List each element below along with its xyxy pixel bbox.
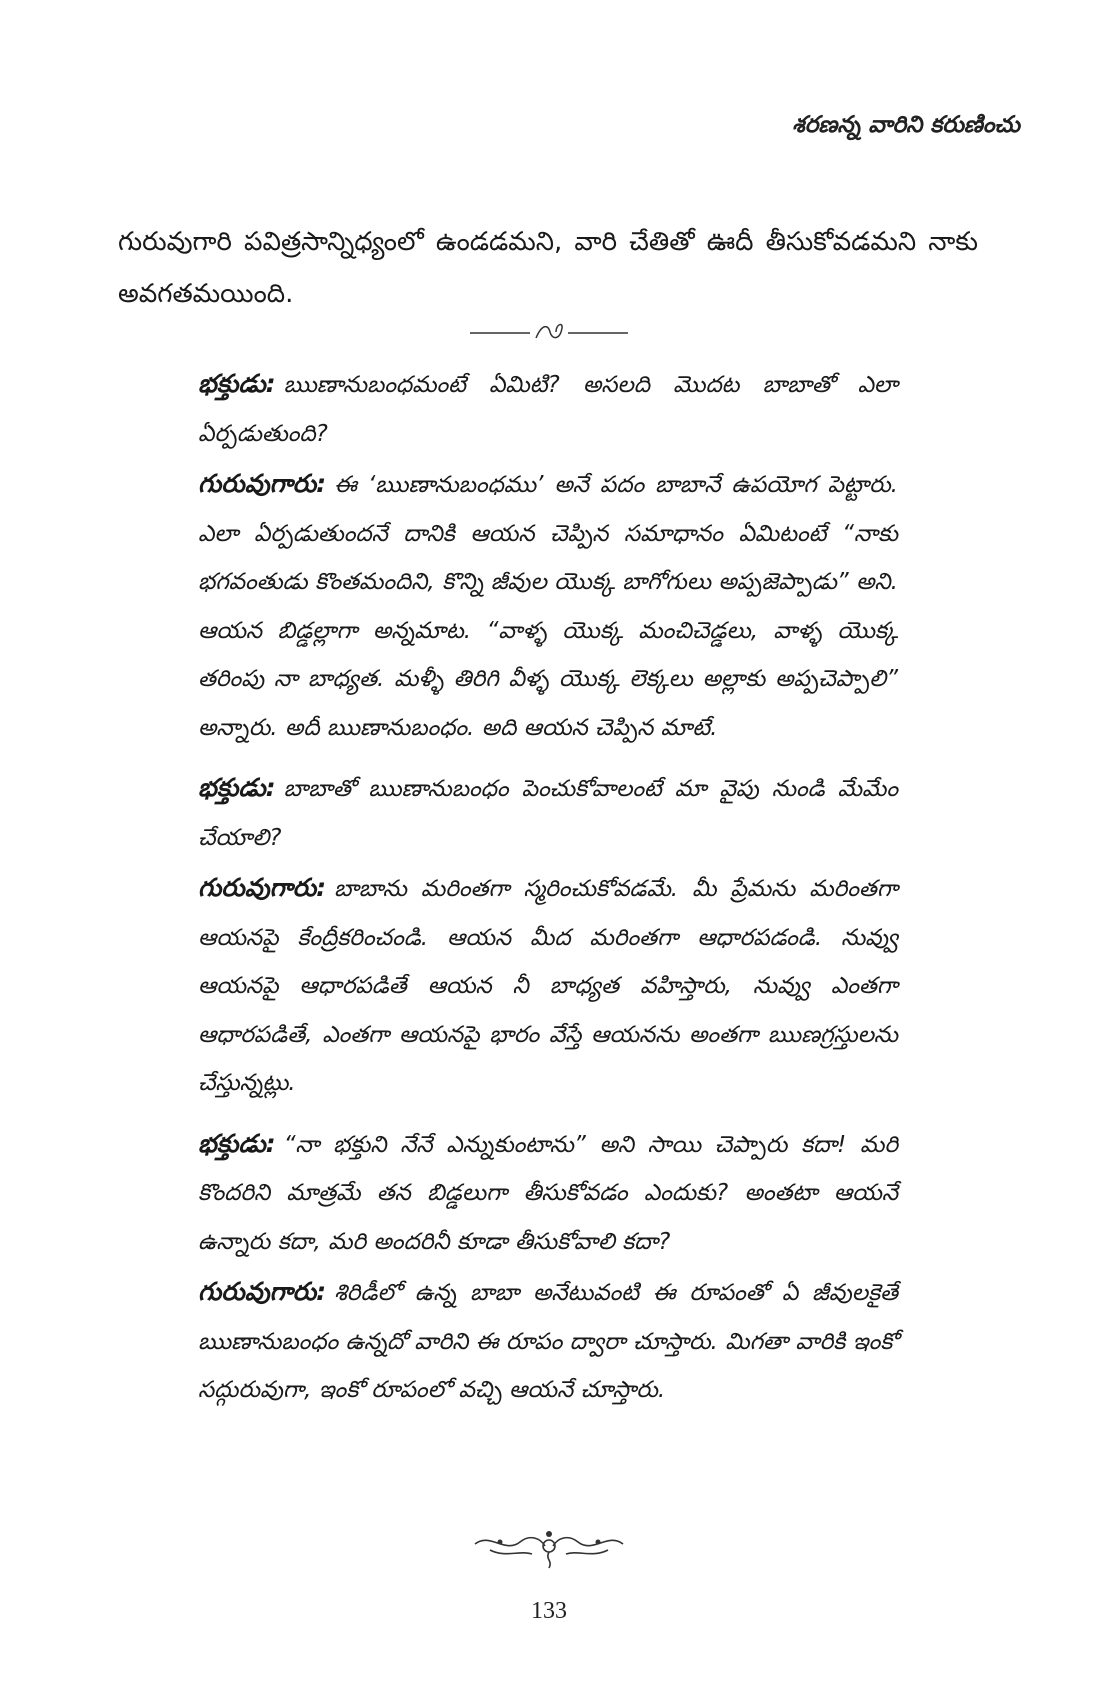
dialogue-text: ఋణానుబంధమంటే ఏమిటి? అసలది మొదట బాబాతో ఎలా ఏర్పడుతుంది?: [198, 372, 898, 447]
dialogue-question: [198, 1120, 898, 1267]
speaker-label: భక్తుడు:: [198, 1128, 276, 1158]
section-divider: [0, 318, 1098, 348]
speaker-label: గురువుగారు:: [198, 1277, 327, 1306]
speaker-label: భక్తుడు:: [198, 773, 276, 802]
dialogue-text: బాబాతో ఋణానుబంధం పెంచుకోవాలంటే మా వైపు నుండి మేమేం చేయాలి?: [198, 776, 898, 851]
dialogue-question: [198, 360, 898, 458]
ornament-flourish-icon: [0, 1524, 1098, 1574]
dialogue-answer: [198, 460, 898, 752]
speaker-label: గురువుగారు:: [198, 469, 327, 498]
dialogue-text: “నా భక్తుని నేనే ఎన్నుకుంటాను” అని సాయి చెప్పారు కదా! మరి కొందరిని మాత్రమే తన బిడ్డలుగా తీసుకోవడం ఎందుకు? అంతటా ఆయనే ఉన్నారు కదా, మరి అందరినీ కూడా తీసుకోవాలి కదా?: [198, 1131, 898, 1255]
speaker-label: భక్తుడు:: [198, 369, 276, 398]
dialogue-section: [198, 360, 898, 1415]
page-number: 133: [531, 1598, 567, 1624]
dialogue-answer: [198, 864, 898, 1108]
dialogue-text: శిరిడీలో ఉన్న బాబా అనేటువంటి ఈ రూపంతో ఏ జీవులకైతే ఋణానుబంధం ఉన్నదో వారిని ఈ రూపం ద్వారా చూస్తారు. మిగతా వారికి ఇంకో సద్గురువుగా, ఇంకో రూపంలో వచ్చి ఆయనే చూస్తారు.: [198, 1280, 898, 1403]
speaker-label: గురువుగారు:: [198, 873, 327, 902]
dialogue-question: [198, 764, 898, 862]
running-head: శరణన్న వారిని కరుణించు: [792, 112, 1020, 138]
dialogue-text: బాబాను మరింతగా స్మరించుకోవడమే. మీ ప్రేమను మరింతగా ఆయనపై కేంద్రీకరించండి. ఆయన మీద మరింతగా ఆధారపడండి. నువ్వు ఆయనపై ఆధారపడితే ఆయన నీ బాధ్యత వహిస్తారు, నువ్వు ఎంతగా ఆధారపడితే, ఎంతగా ఆయనపై భారం వేస్తే ఆయనను అంతగా ఋణగ్రస్తులను చేస్తున్నట్లు.: [198, 876, 898, 1096]
intro-paragraph: గురువుగారి పవిత్రసాన్నిధ్యంలో ఉండడమని, వారి చేతితో ఊదీ తీసుకోవడమని నాకు అవగతమయింది.: [118, 227, 978, 309]
dialogue-answer: [198, 1268, 898, 1415]
dialogue-text: ఈ ‘ఋణానుబంధము’ అనే పదం బాబానే ఉపయోగ పెట్టారు. ఎలా ఏర్పడుతుందనే దానికి ఆయన చెప్పిన సమాధానం ఏమిటంటే “నాకు భగవంతుడు కొంతమందిని, కొన్ని జీవుల యొక్క బాగోగులు అప్పజెప్పాడు” అని. ఆయన బిడ్డల్లాగా అన్నమాట. “వాళ్ళ యొక్క మంచిచెడ్డలు, వాళ్ళ యొక్క తరింపు నా బాధ్యత. మళ్ళీ తిరిగి వీళ్ళ యొక్క లెక్కలు అల్లాకు అప్పచెప్పాలి” అన్నారు. అదీ ఋణానుబంధం. అది ఆయన చెప్పిన మాటే.: [198, 472, 898, 741]
